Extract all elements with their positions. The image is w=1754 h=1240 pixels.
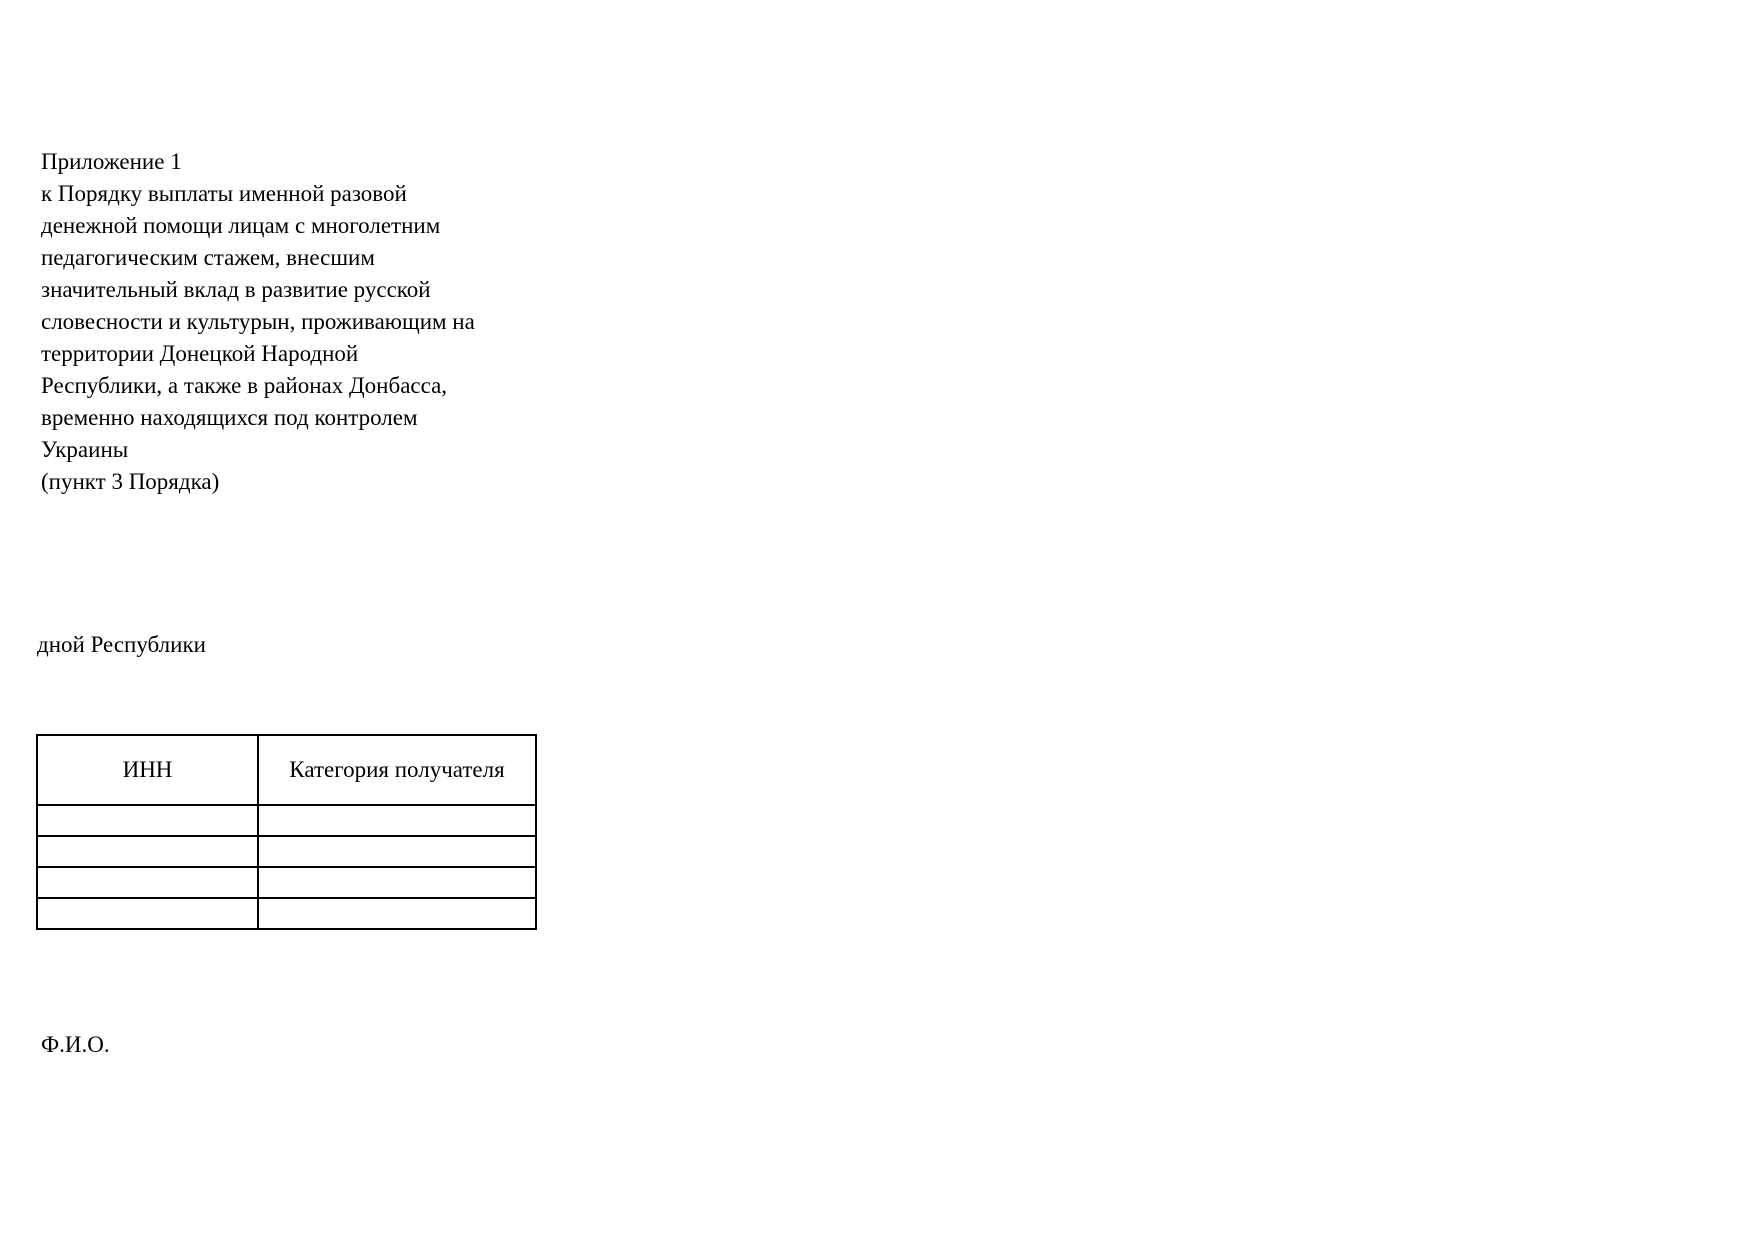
table-cell-category [258, 836, 536, 867]
appendix-line: территории Донецкой Народной [41, 341, 359, 366]
appendix-line: педагогическим стажем, внесшим [41, 245, 375, 270]
table-row [37, 805, 536, 836]
table-row [37, 867, 536, 898]
table-row [37, 836, 536, 867]
table-cell-inn [37, 805, 258, 836]
appendix-title: Приложение 1 [41, 149, 182, 174]
appendix-reference: (пункт 3 Порядка) [41, 469, 220, 494]
column-header-recipient-category: Категория получателя [258, 735, 536, 805]
appendix-line: к Порядку выплаты именной разовой [41, 181, 407, 206]
table-cell-category [258, 805, 536, 836]
signature-name-label: Ф.И.О. [41, 1032, 110, 1057]
appendix-line: временно находящихся под контролем [41, 405, 418, 430]
table-cell-inn [37, 898, 258, 929]
table-row [37, 898, 536, 929]
appendix-line: словесности и культурын, проживающим на [41, 309, 475, 334]
appendix-line: значительный вклад в развитие русской [41, 277, 431, 302]
table-cell-category [258, 867, 536, 898]
appendix-line: Украины [41, 437, 129, 462]
table-cell-inn [37, 836, 258, 867]
recipients-table [36, 734, 537, 930]
appendix-line: Республики, а также в районах Донбасса, [41, 373, 448, 398]
appendix-line: денежной помощи лицам с многолетним [41, 213, 441, 238]
republic-text-fragment: дной Республики [37, 632, 206, 657]
column-header-inn: ИНН [37, 735, 258, 805]
table-header-row [37, 735, 536, 805]
table-cell-category [258, 898, 536, 929]
table-cell-inn [37, 867, 258, 898]
appendix-header [41, 146, 561, 498]
